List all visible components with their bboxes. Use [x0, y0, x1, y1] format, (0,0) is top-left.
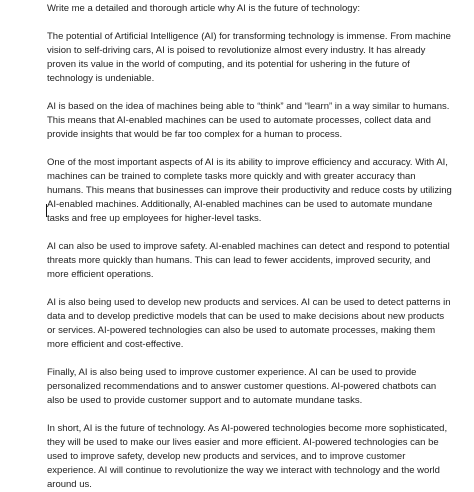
paragraph-7: In short, AI is the future of technology. As AI-powered technologies become more sophisticated, they will be used to make our lives easier and more efficient. AI-powered technologies can be used to improve safety, develop new products and services, and to improve customer experience. AI will continue to revolutionize the way we interact with technology and the world around us.: [47, 423, 448, 490]
text-cursor: [46, 204, 47, 217]
paragraph-3: One of the most important aspects of AI is its ability to improve efficiency and accuracy. With AI, machines can be trained to complete tasks more quickly and with greater accuracy than humans. This means that businesses can improve their productivity and reduce costs by utilizing AI-enabled machines. Additionally, AI-enabled machines can be used to automate mundane tasks and free up employees for higher-level tasks.: [47, 157, 452, 224]
paragraph-1: The potential of Artificial Intelligence (AI) for transforming technology is immense. From machine vision to self-driving cars, AI is poised to revolutionize almost every industry. It has already proven its value in the world of computing, and its potential for ushering in the future of technology is undeniable.: [47, 31, 451, 84]
paragraph-4: AI can also be used to improve safety. AI-enabled machines can detect and respond to potential threats more quickly than humans. This can lead to fewer accidents, improved security, and more efficient operations.: [47, 241, 450, 280]
paragraph-6: Finally, AI is also being used to improve customer experience. AI can be used to provide personalized recommendations and to answer customer questions. AI-powered chatbots can also be used to provide customer support and to automate mundane tasks.: [47, 367, 437, 406]
prompt-text: Write me a detailed and thorough article why AI is the future of technology:: [47, 3, 360, 14]
paragraph-2: AI is based on the idea of machines being able to “think” and “learn” in a way similar to humans. This means that AI-enabled machines can be used to automate processes, collect data and provide insights that would be far too complex for a human to process.: [47, 101, 450, 140]
paragraph-5: AI is also being used to develop new products and services. AI can be used to detect patterns in data and to develop predictive models that can be used to make decisions about new products or services. AI-powered technologies can also be used to automate processes, making them more efficient and cost-effective.: [47, 297, 451, 350]
